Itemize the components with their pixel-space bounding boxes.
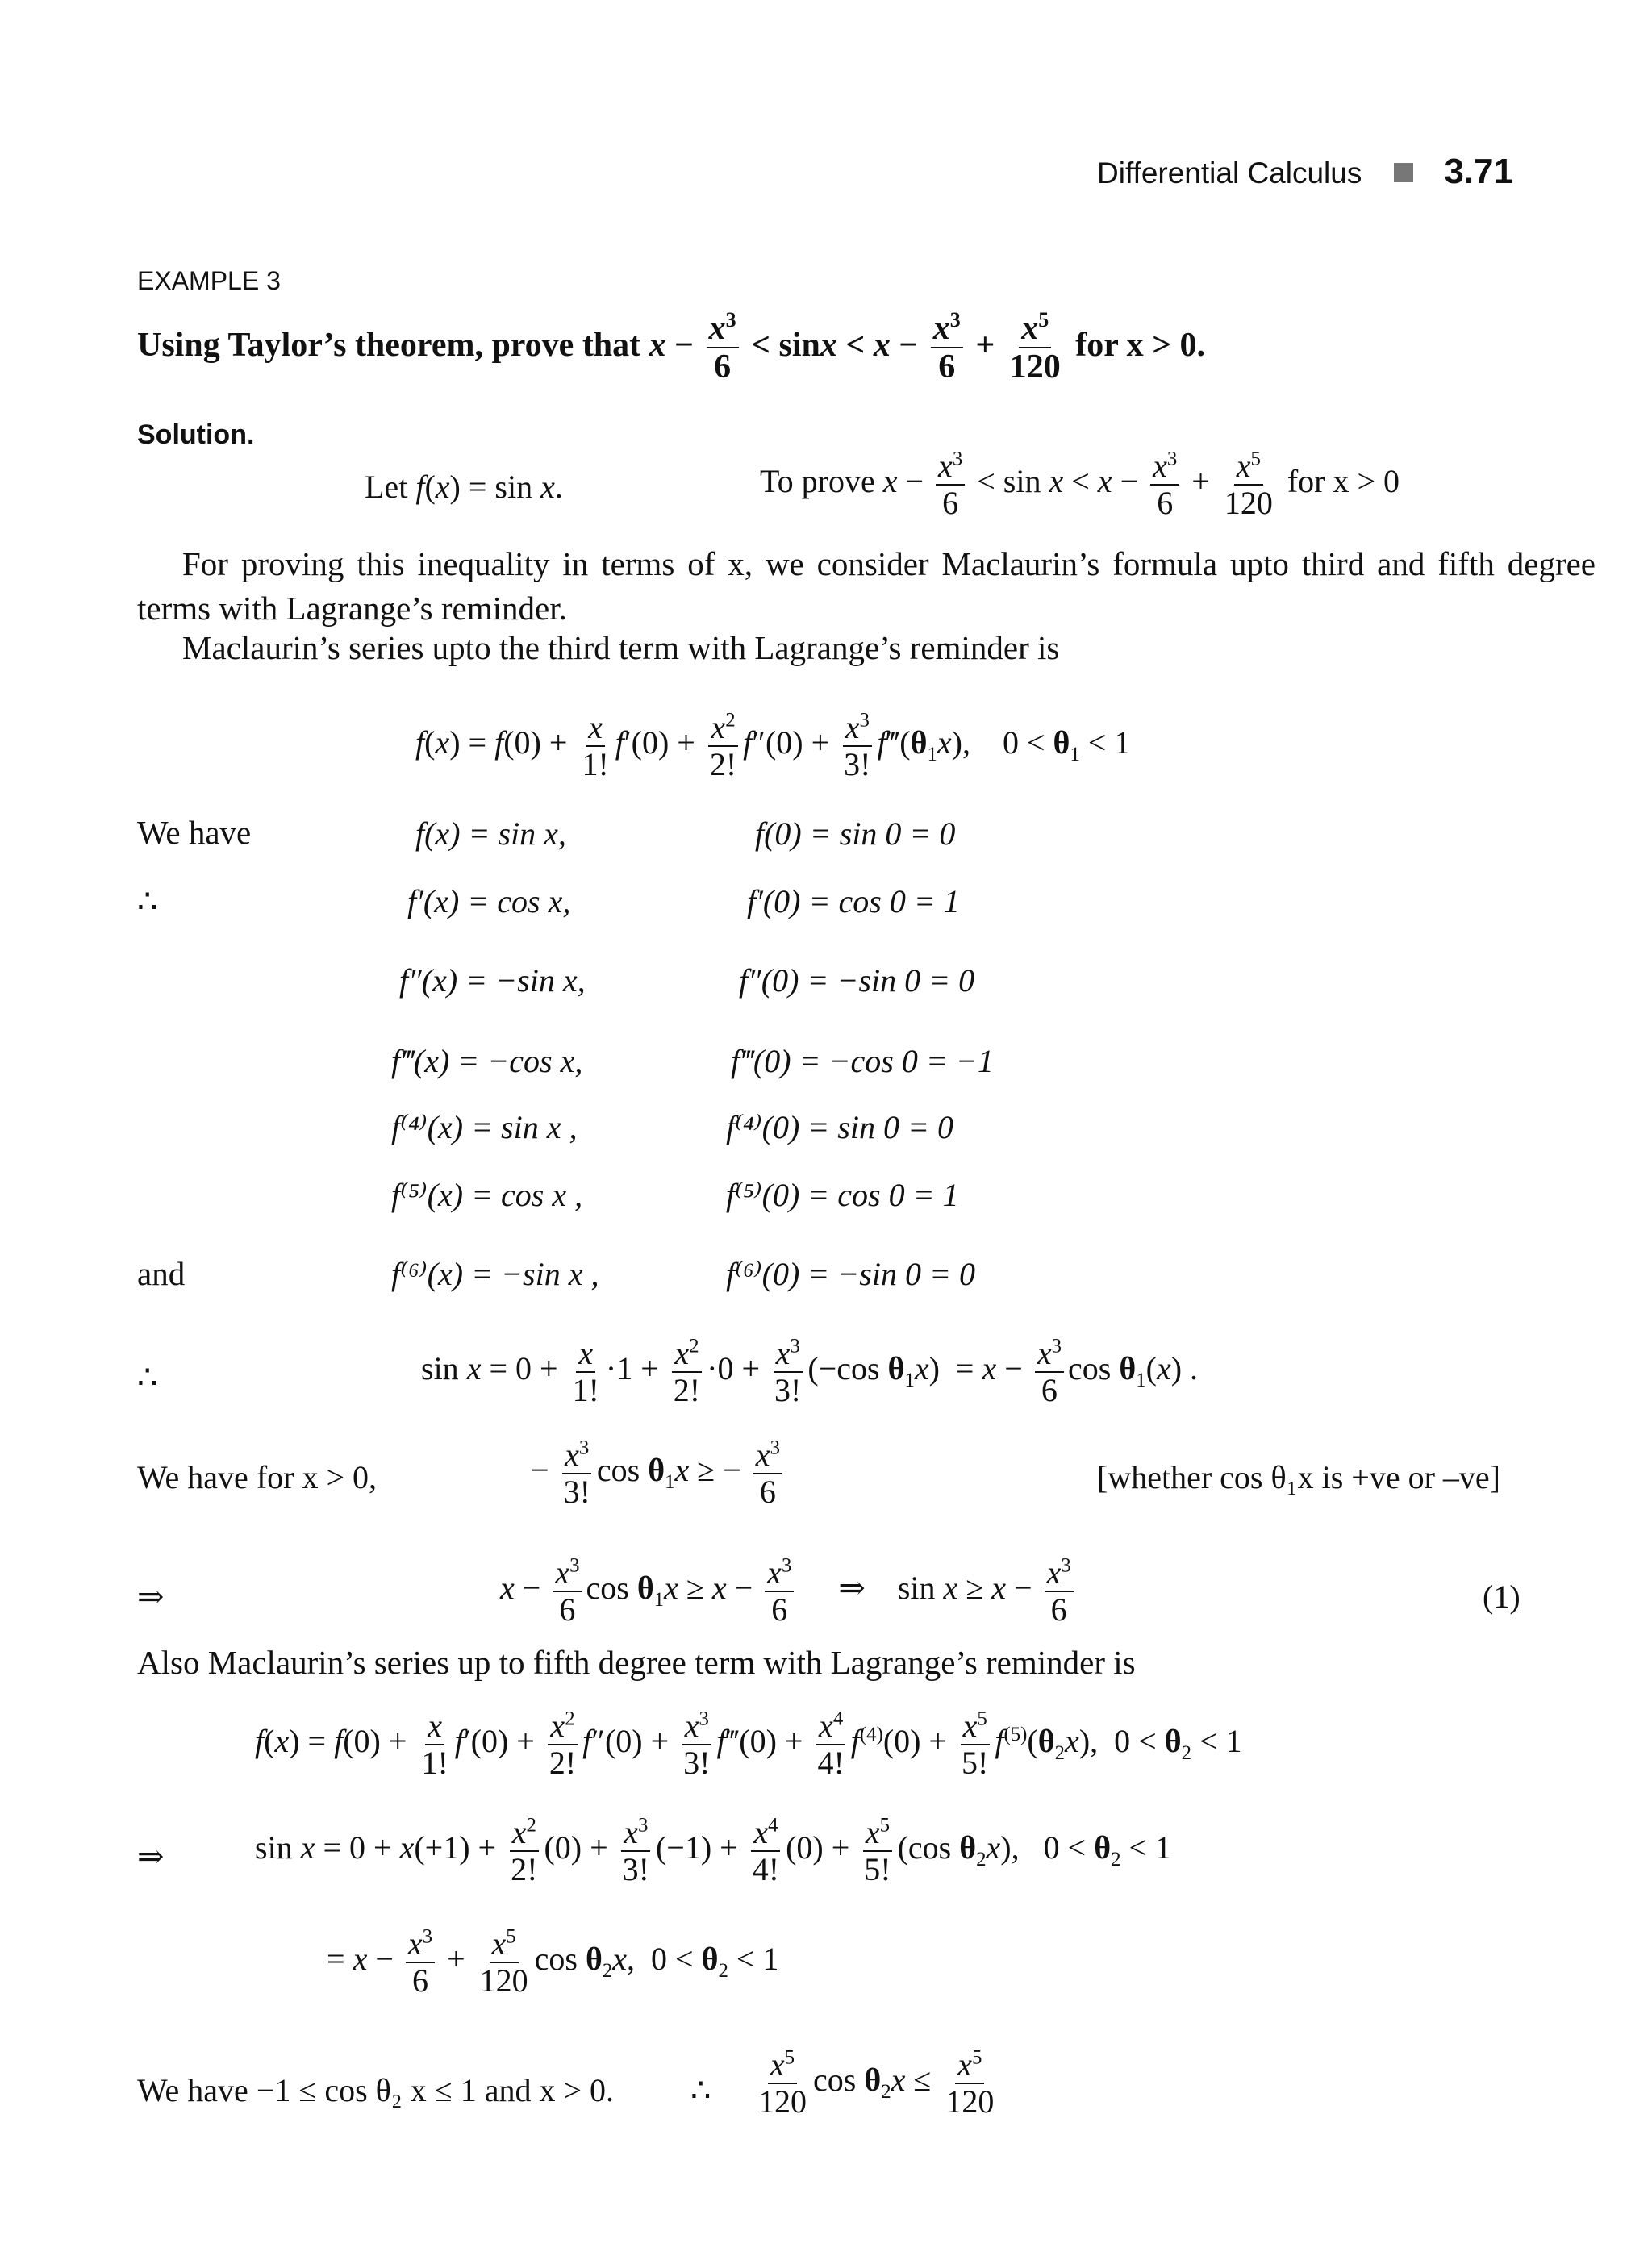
- deriv-left-3: f‴(x) = −cos x,: [391, 1043, 583, 1079]
- section-title: Differential Calculus: [1097, 156, 1362, 190]
- paragraph-fifth: Also Maclaurin’s series up to fifth degree term with Lagrange’s reminder is: [137, 1644, 1136, 1681]
- deriv-right-6: f⁽⁶⁾(0) = −sin 0 = 0: [726, 1256, 975, 1292]
- deriv-left-4: f⁽⁴⁾(x) = sin x ,: [391, 1109, 578, 1145]
- sin-expansion-fifth: sin x = 0 + x(+1) + $\frac{x^2}{2!}$ (0) + $\frac{x^3}{3!}$ (−1) + $\frac{x^4}{4!}$ (0) + $\frac{x^5}{5!}$ (cos $\theta_2x$), $0 < \theta_2 < 1$: [255, 1814, 1172, 1887]
- page-number: 3.71: [1444, 152, 1513, 191]
- example-statement: Using Taylor’s theorem, prove that x − $\frac{x^3}{6}$ < sinx < x − $\frac{x^3}{6}$ + $\frac{x^5}{120}$ for x > 0.: [137, 308, 1206, 386]
- deriv-left-2: f″(x) = −sin x,: [399, 962, 586, 999]
- paragraph-series: Maclaurin’s series upto the third term with Lagrange’s reminder is: [182, 629, 1060, 666]
- solution-label: Solution.: [137, 419, 255, 450]
- deriv-left-6: f⁽⁶⁾(x) = −sin x ,: [391, 1256, 599, 1292]
- sin-expansion-third: sin x = 0 + $\frac{x}{1!}$ ·1 + $\frac{x^2}{2!}$ ·0 + $\frac{x^3}{3!}$ (−cos $\theta_1x) = x$ − $\frac{x^3}{6}$ $\cos \theta_1(x)$ .: [421, 1335, 1199, 1408]
- last-line-text: We have −1 ≤ cos θ₂ x ≤ 1 and x > 0.: [137, 2072, 615, 2108]
- maclaurin-third-order: f(x) = f(0) + $\frac{x}{1!}$ f′(0) + $\frac{x^2}{2!}$ f″(0) + $\frac{x^3}{3!}$ $f‴(\theta_1x)$, $0 < \theta_1 < 1$: [415, 709, 1131, 782]
- sin-fifth-simplified: = x − $\frac{x^3}{6}$ + $\frac{x^5}{120}$ $\cos \theta_2x$, $0 < \theta_2 < 1$: [327, 1925, 779, 1999]
- therefore-symbol-2: ∴: [137, 1359, 158, 1395]
- example-label: EXAMPLE 3: [137, 266, 281, 295]
- to-prove-line: To prove x − $\frac{x^3}{6}$ < sin x < x − $\frac{x^3}{6}$ + $\frac{x^5}{120}$ for x > 0: [760, 448, 1400, 521]
- therefore-symbol-3: ∴: [690, 2072, 711, 2108]
- deriv-right-4: f⁽⁴⁾(0) = sin 0 = 0: [726, 1109, 953, 1145]
- we-have-for-label: We have for x > 0,: [137, 1459, 378, 1495]
- implies-symbol: ⇒: [137, 1578, 165, 1615]
- running-header: [1097, 152, 1513, 192]
- deriv-right-0: f(0) = sin 0 = 0: [755, 815, 956, 852]
- cos-inequality: − $\frac{x^3}{3!}$ $\cos \theta_1x$ ≥ − $\frac{x^3}{6}$: [531, 1437, 786, 1510]
- and-label: and: [137, 1255, 186, 1292]
- equation-number-1: (1): [1483, 1578, 1521, 1615]
- we-have-label: We have: [137, 814, 252, 851]
- whether-note: [whether cos θ₁x is +ve or –ve]: [1097, 1459, 1500, 1495]
- deriv-right-1: f′(0) = cos 0 = 1: [747, 883, 960, 919]
- paragraph-intro: For proving this inequality in terms of x, we consider Maclaurin’s formula upto third and fifth degree terms with Lagrange’s reminder.: [137, 545, 1596, 628]
- therefore-symbol: ∴: [137, 883, 158, 919]
- deriv-right-5: f⁽⁵⁾(0) = cos 0 = 1: [726, 1177, 959, 1213]
- deriv-left-1: f′(x) = cos x,: [407, 883, 571, 919]
- deriv-right-2: f″(0) = −sin 0 = 0: [739, 962, 975, 999]
- deriv-right-3: f‴(0) = −cos 0 = −1: [731, 1043, 994, 1079]
- deriv-left-0: f(x) = sin x,: [415, 815, 566, 852]
- maclaurin-fifth-order: f(x) = f(0) + $\frac{x}{1!}$ f′(0) + $\frac{x^2}{2!}$ f″(0) + $\frac{x^3}{3!}$ f‴(0) + $\frac{x^4}{4!}$ $f^{(4)}(0)$ + $\frac{x^5}{5!}$ $f^{(5)}(\theta_2x)$, $0 < \theta_2 < 1$: [255, 1708, 1242, 1781]
- deriv-left-5: f⁽⁵⁾(x) = cos x ,: [391, 1177, 583, 1213]
- square-bullet-icon: [1394, 163, 1413, 182]
- let-line: Let f(x) = sin x.: [365, 469, 563, 505]
- sin-lower-bound: x − $\frac{x^3}{6}$ $\cos \theta_1x \ge x$ − $\frac{x^3}{6}$ ⇒ sin x ≥ x − $\frac{x^3}{6}$: [500, 1555, 1078, 1628]
- cos-fifth-bound: $\frac{x^5}{120}$ $\cos \theta_2x$ ≤ $\frac{x^5}{120}$: [758, 2046, 995, 2120]
- implies-symbol-2: ⇒: [137, 1838, 165, 1874]
